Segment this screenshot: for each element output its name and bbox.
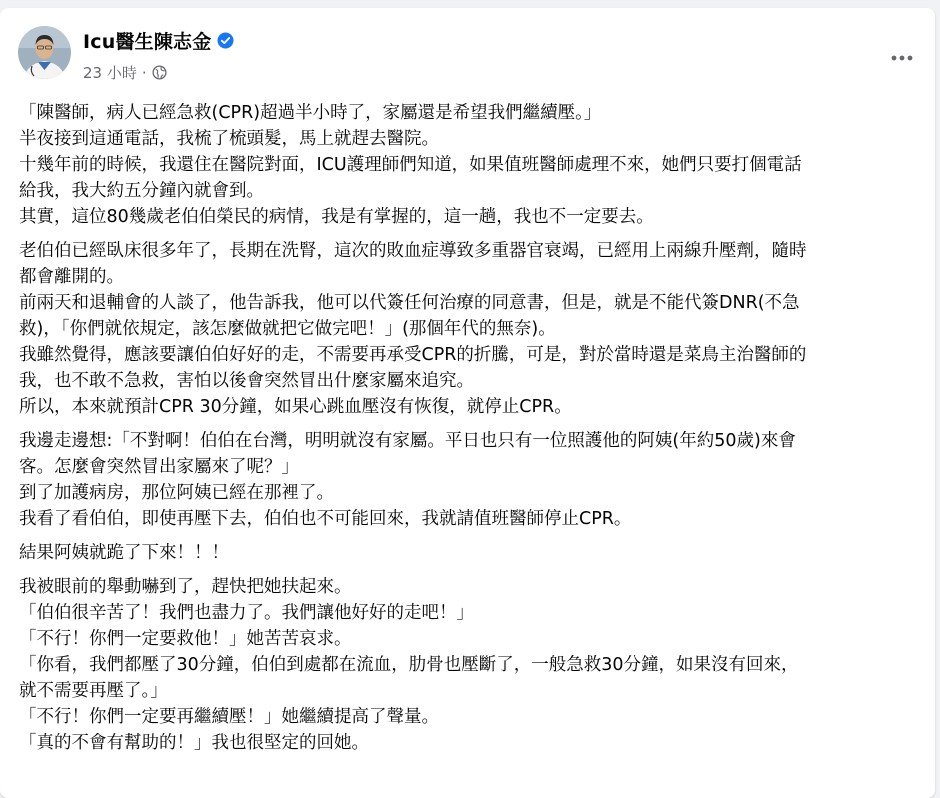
post-text-line: 「你看，我們都壓了30分鐘，伯伯到處都在流血，肋骨也壓斷了，一般急救30分鐘，如果沒有回來， [19,655,799,675]
post-text-line: 給我，我大約五分鐘內就會到。 [19,181,264,201]
post-text-line: 結果阿姨就跪了下來！！！ [19,543,229,563]
post-paragraph [19,238,924,420]
post-text-line: 前兩天和退輔會的人談了，他告訴我，他可以代簽任何治療的同意書，但是，就是不能代簽DNR(不急 [19,293,800,313]
more-horizontal-icon [891,55,913,61]
verified-badge-icon [217,32,234,49]
post-text-line: 半夜接到這通電話，我梳了梳頭髮，馬上就趕去醫院。 [19,129,439,149]
post-text-line: 老伯伯已經臥床很多年了，長期在洗腎，這次的敗血症導致多重器官衰竭，已經用上兩線升壓劑，隨時 [19,241,807,261]
post-text-line: 「伯伯很辛苦了！我們也盡力了。我們讓他好好的走吧！」 [19,603,474,623]
post-text-line: 我，也不敢不急救，害怕以後會突然冒出什麼家屬來追究。 [19,371,474,391]
meta-separator: · [141,63,147,82]
post-text-line: 我雖然覺得，應該要讓伯伯好好的走，不需要再承受CPR的折騰，可是，對於當時還是菜鳥主治醫師的 [19,345,807,365]
globe-icon[interactable] [152,65,167,80]
post-text-line: 所以，本來就預計CPR 30分鐘，如果心跳血壓沒有恢復，就停止CPR。 [19,397,572,417]
post-meta [83,62,167,83]
post-text-line: 我看了看伯伯，即使再壓下去，伯伯也不可能回來，我就請值班醫師停止CPR。 [19,509,632,529]
post-paragraph [19,540,924,566]
post-body [19,100,924,764]
avatar-image [18,26,71,79]
post-text-line: 十幾年前的時候，我還住在醫院對面，ICU護理師們知道，如果值班醫師處理不來，她們只要打個電話 [19,155,802,175]
post-text-line: 「不行！你們一定要再繼續壓！」她繼續提高了聲量。 [19,707,439,727]
post-paragraph [19,574,924,756]
post-text-line: 我被眼前的舉動嚇到了，趕快把她扶起來。 [19,577,352,597]
post-text-line: 到了加護病房，那位阿姨已經在那裡了。 [19,483,334,503]
avatar[interactable] [18,26,71,79]
more-options-button[interactable] [885,41,919,75]
post-text-line: 客。怎麼會突然冒出家屬來了呢？」 [19,457,299,477]
post-card [0,8,935,798]
post-text-line: 救)，「你們就依規定，該怎麼做就把它做完吧！」(那個年代的無奈)。 [19,319,556,339]
post-text-line: 我邊走邊想:「不對啊！伯伯在台灣，明明就沒有家屬。平日也只有一位照護他的阿姨(年約50歲)來會 [19,431,796,451]
post-paragraph [19,428,924,532]
post-header [0,8,935,86]
post-text-line: 就不需要再壓了。」 [19,681,168,701]
post-text-line: 「不行！你們一定要救他！」她苦苦哀求。 [19,629,352,649]
author-name[interactable]: Icu醫生陳志金 [83,31,212,53]
post-text-line: 其實，這位80幾歲老伯伯榮民的病情，我是有掌握的，這一趟，我也不一定要去。 [19,207,654,227]
post-text-line: 都會離開的。 [19,267,124,287]
post-paragraph [19,100,924,230]
post-timestamp[interactable]: 23 小時 [83,64,137,82]
post-text-line: 「真的不會有幫助的！」我也很堅定的回她。 [19,733,369,753]
author-line [83,27,234,54]
post-text-line: 「陳醫師，病人已經急救(CPR)超過半小時了，家屬還是希望我們繼續壓。」 [19,103,602,123]
